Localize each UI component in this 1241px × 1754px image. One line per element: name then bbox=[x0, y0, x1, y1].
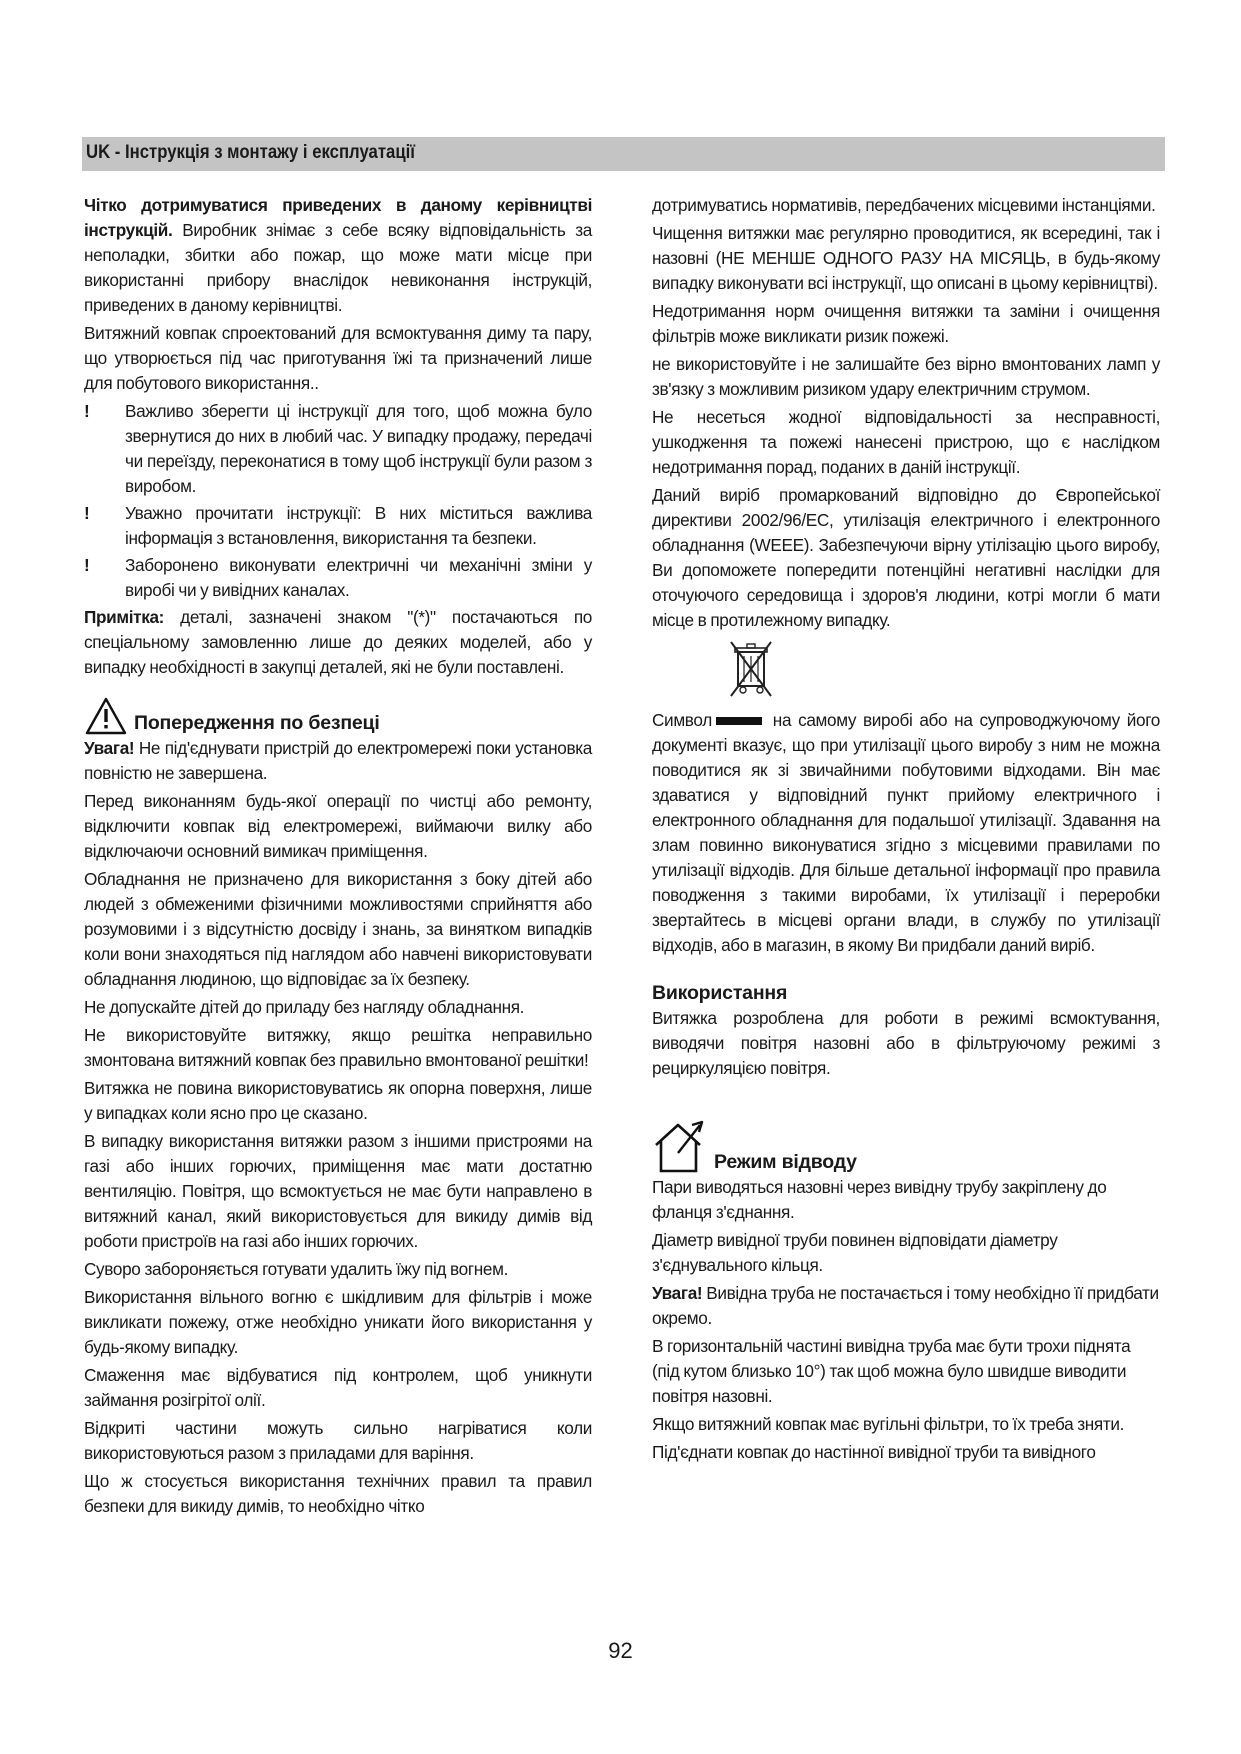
right-column bbox=[652, 193, 1160, 1468]
intro-bold: Чітко дотримуватися приведених в даному керівництві інструкцій. bbox=[84, 195, 592, 240]
safety-paragraph: Відкриті частини можуть сильно нагріватися коли використовуються разом з приладами для варіння. bbox=[84, 1418, 592, 1463]
header-title: UK - Інструкція з монтажу і експлуатації bbox=[86, 142, 415, 163]
safety-paragraph: Витяжка не повина використовуватись як опорна поверхня, лише у випадках коли ясно про це сказано. bbox=[84, 1078, 592, 1123]
use-title: Використання bbox=[652, 982, 788, 1004]
exhaust-warning-bold: Увага! bbox=[652, 1283, 703, 1303]
safety-paragraph: Суворо забороняється готувати удалить їжу під вогнем. bbox=[84, 1259, 508, 1279]
exclamation-icon: ! bbox=[84, 555, 90, 575]
purpose-paragraph: Витяжний ковпак спроектований для всмоктування диму та пару, що утворюється під час приготування їжі та призначений лише для побутового використання.. bbox=[84, 323, 592, 393]
safety-paragraph: Не допускайте дітей до приладу без нагляду обладнання. bbox=[84, 997, 525, 1017]
warning-paragraph bbox=[84, 736, 592, 786]
fire-paragraph: Недотримання норм очищення витяжки та заміни і очищення фільтрів може викликати ризик пожежі. bbox=[652, 301, 1160, 346]
safety-paragraph: Що ж стосується використання технічних правил та правил безпеки для викиду димів, то необхідно чітко bbox=[84, 1471, 592, 1516]
symbol-label: Символ bbox=[652, 710, 712, 730]
page-number: 92 bbox=[608, 1638, 633, 1663]
bullet-text: Уважно прочитати інструкції: В них міститься важлива інформація з встановлення, використання та безпеки. bbox=[125, 503, 592, 548]
note-paragraph bbox=[84, 605, 592, 680]
safety-title: Попередження по безпеці bbox=[134, 712, 380, 734]
exclamation-icon: ! bbox=[84, 503, 90, 523]
weee-bin-icon bbox=[727, 636, 1160, 700]
section-header bbox=[82, 137, 1165, 171]
left-column bbox=[84, 193, 592, 1522]
intro-text: Виробник знімає з себе всяку відповідальність за неполадки, збитки або пожар, що може мати місце при використанні прибору внаслідок невиконання інструкцій, приведених в даному керівництві. bbox=[84, 220, 592, 315]
safety-paragraph: Обладнання не призначено для використання з боку дітей або людей з обмеженими фізичними можливостями сприйняття або розумовими і з відсутністю досвіду і знань, за винятком випадків коли вони знаходяться під наглядом або навчені використовувати обладнання людиною, що відповідає за їх безпеку. bbox=[84, 869, 592, 989]
exhaust-heading bbox=[652, 1119, 1160, 1175]
exhaust-paragraph: Пари виводяться назовні через вивідну трубу закріплену до фланця з'єднання. bbox=[652, 1177, 1107, 1222]
safety-paragraph: Використання вільного вогню є шкідливим для фільтрів і може викликати пожежу, отже необхідно уникати його використання у будь-якому випадку. bbox=[84, 1287, 592, 1357]
warning-bold: Увага! bbox=[84, 738, 135, 758]
warning-text: Не під'єднувати пристрій до електромережі поки установка повністю не завершена. bbox=[84, 738, 592, 783]
use-paragraph: Витяжка розроблена для роботи в режимі всмоктування, виводячи повітря назовні або в фільтруючому режимі з рециркуляцією повітря. bbox=[652, 1008, 1160, 1078]
weee-paragraph: Даний виріб промаркований відповідно до Європейської директиви 2002/96/EC, утилізація електричного і електронного обладнання (WEEE). Забезпечуючи вірну утілізацію цього виробу, Ви допоможете попередити потенційні негативні наслідки для оточуючого середовища і здоров'я людини, котрі могли б мати місце в протилежному випадку. bbox=[652, 485, 1160, 630]
warning-triangle-icon bbox=[84, 696, 128, 736]
note-text: деталі, зазначені знаком "(*)" постачаються по спеціальному замовленню лише до деяких моделей, або у випадку необхідності в закупці деталей, які не були поставлені. bbox=[84, 607, 592, 677]
exhaust-paragraph: Якщо витяжний ковпак має вугільні фільтри, то їх треба зняти. bbox=[652, 1414, 1125, 1434]
black-bar-symbol bbox=[716, 717, 762, 725]
exclamation-icon: ! bbox=[84, 401, 90, 421]
house-exhaust-icon bbox=[652, 1119, 710, 1175]
bullet-text: Заборонено виконувати електричні чи механічні зміни у виробі чи у вивідних каналах. bbox=[125, 555, 592, 600]
exhaust-paragraph: Діаметр вивідної труби повинен відповідати діаметру з'єднувального кільця. bbox=[652, 1230, 1058, 1275]
safety-heading bbox=[84, 696, 592, 736]
exhaust-paragraph: Під'єднати ковпак до настінної вивідної труби та вивідного bbox=[652, 1442, 1096, 1462]
note-bold: Примітка: bbox=[84, 607, 165, 627]
exhaust-paragraph: В горизонтальній частині вивідна труба має бути трохи піднята (під кутом близько 10°) так щоб можна було швидше виводити повітря назовні. bbox=[652, 1336, 1131, 1406]
safety-paragraph: Смаження має відбуватися під контролем, щоб уникнути займання розігрітої олії. bbox=[84, 1365, 592, 1410]
safety-paragraph: Не використовуйте витяжку, якщо решітка неправильно змонтована витяжний ковпак без правильно вмонтованої решітки! bbox=[84, 1025, 592, 1070]
safety-paragraph: Перед виконанням будь-якої операції по чистці або ремонту, відключити ковпак від електромережі, виймаючи вилку або відключаючи основний вимикач приміщення. bbox=[84, 791, 592, 861]
exhaust-title: Режим відводу bbox=[714, 1151, 857, 1173]
cleaning-paragraph: Чищення витяжки має регулярно проводитися, як всередині, так і назовні (НЕ МЕНШЕ ОДНОГО РАЗУ НА МІСЯЦЬ, в будь-якому випадку виконувати всі інструкції, що описані в цьому керівництві). bbox=[652, 223, 1160, 293]
symbol-paragraph bbox=[652, 708, 1160, 958]
continued-paragraph: дотримуватись нормативів, передбачених місцевими інстанціями. bbox=[652, 195, 1156, 215]
bullet-item bbox=[84, 399, 592, 499]
crossed-bin-icon bbox=[727, 636, 775, 700]
bullet-item bbox=[84, 553, 592, 603]
bullet-item bbox=[84, 501, 592, 551]
lamps-paragraph: не використовуйте і не залишайте без вірно вмонтованих ламп у зв'язку з можливим ризиком удару електричним струмом. bbox=[652, 354, 1160, 399]
exhaust-warning-text: Вивідна труба не постачається і тому необхідно її придбати окремо. bbox=[652, 1283, 1159, 1328]
intro-paragraph bbox=[84, 193, 592, 318]
liability-paragraph: Не несеться жодної відповідальності за несправності, ушкодження та пожежі нанесені пристрою, що є наслідком недотримання порад, поданих в даній інструкції. bbox=[652, 407, 1160, 477]
symbol-text: на самому виробі або на супроводжуючому його документі вказує, що при утилізації цього виробу з ним не можна поводитися як зі звичайними побутовими відходами. Він має здаватися у відповідний пункт прийому електричного і електронного обладнання для подальшої утилізації. Здавання на злам повинно виконуватися згідно з місцевими правилами по утилізації відходів. Для більше детальної інформації про правила поводження з такими виробами, їх утилізації і переробки звертайтесь в місцеві органи влади, в службу по утилізації відходів, або в магазин, в якому Ви придбали даний виріб. bbox=[652, 710, 1160, 955]
exhaust-warning bbox=[652, 1281, 1160, 1331]
bullet-text: Важливо зберегти ці інструкції для того, щоб можна було звернутися до них в любий час. У випадку продажу, передачі чи переїзду, переконатися в тому щоб інструкції були разом з виробом. bbox=[125, 401, 592, 496]
safety-paragraph: В випадку використання витяжки разом з іншими пристроями на газі або інших горючих, приміщення має мати достатню вентиляцію. Повітря, що всмоктується не має бути направлено в витяжний канал, який використовується для викиду димів від роботи пристроїв на газі або інших горючих. bbox=[84, 1131, 592, 1251]
